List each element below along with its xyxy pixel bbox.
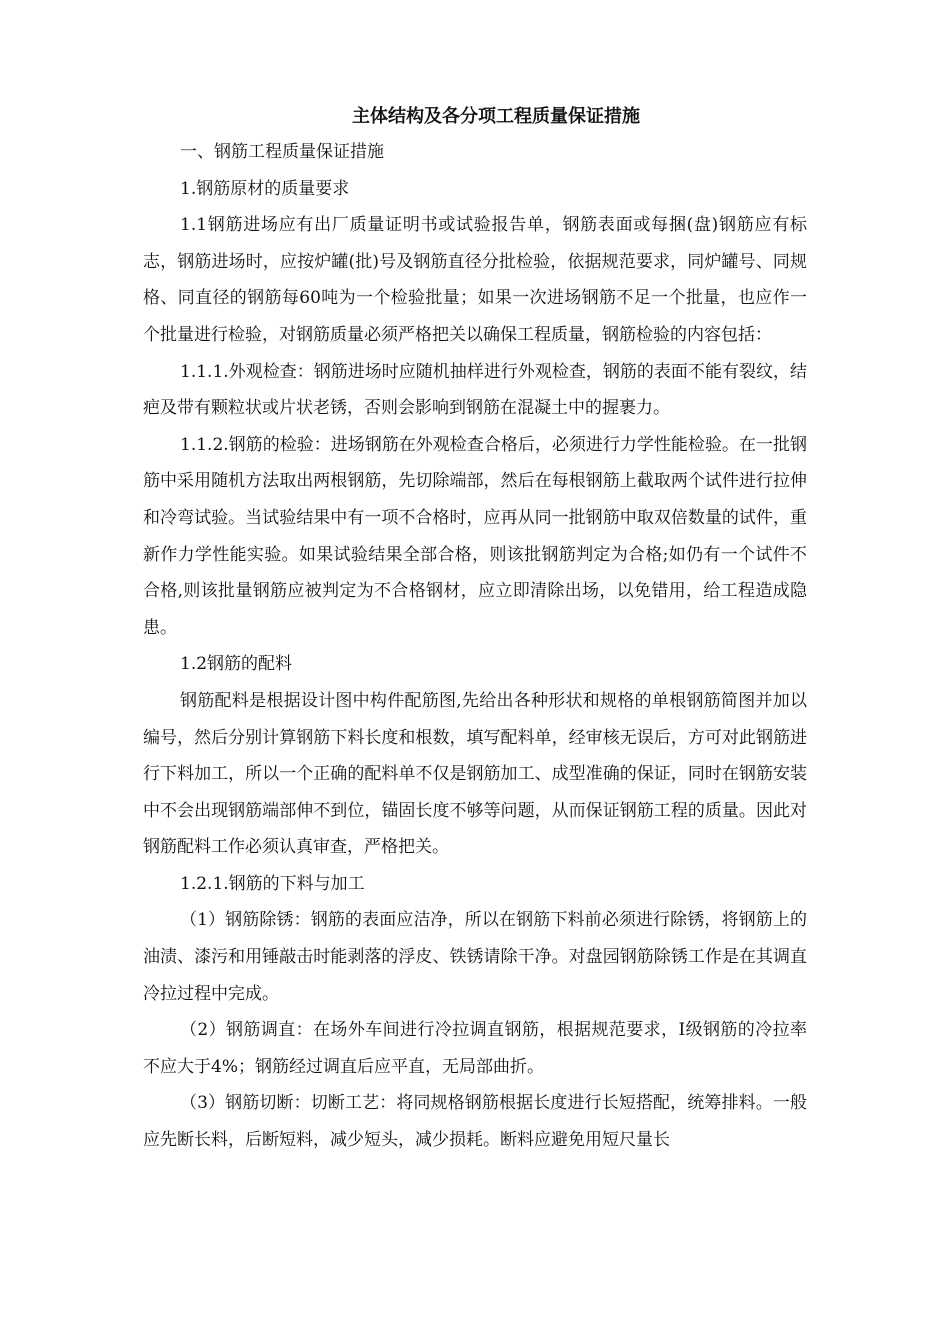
- paragraph-1-1-2: 1.1.2.钢筋的检验：进场钢筋在外观检查合格后，必须进行力学性能检验。在一批钢筋中采用随机方法取出两根钢筋，先切除端部，然后在每根钢筋上截取两个试件进行拉伸和冷弯试验。当试验结果中有一项不合格时，应再从同一批钢筋中取双倍数量的试件，重新作力学性能实验。如果试验结果全部合格，则该批钢筋判定为合格;如仍有一个试件不合格,则该批量钢筋应被判定为不合格钢材，应立即清除出场，以免错用，给工程造成隐患。: [143, 434, 807, 638]
- paragraph-1-1: 1.1钢筋进场应有出厂质量证明书或试验报告单，钢筋表面或每捆(盘)钢筋应有标志，钢筋进场时，应按炉罐(批)号及钢筋直径分批检验，依据规范要求，同炉罐号、同规格、同直径的钢筋每60吨为一个检验批量；如果一次进场钢筋不足一个批量，也应作一个批量进行检验，对钢筋质量必须严格把关以确保工程质量，钢筋检验的内容包括：: [143, 215, 807, 345]
- subheading-raw-material-requirements: 1.钢筋原材的质量要求: [180, 178, 350, 199]
- paragraph-straightening: （2）钢筋调直：在场外车间进行冷拉调直钢筋，根据规范要求，Ⅰ级钢筋的冷拉率不应大于4%；钢筋经过调直后应平直，无局部曲折。: [143, 1020, 807, 1077]
- paragraph-1-1-1: 1.1.1.外观检查：钢筋进场时应随机抽样进行外观检查，钢筋的表面不能有裂纹，结疤及带有颗粒状或片状老锈，否则会影响到钢筋在混凝土中的握裹力。: [143, 361, 807, 419]
- paragraph-derusting: （1）钢筋除锈：钢筋的表面应洁净，所以在钢筋下料前必须进行除锈，将钢筋上的油渍、漆污和用锤敲击时能剥落的浮皮、铁锈请除干净。对盘园钢筋除锈工作是在其调直冷拉过程中完成。: [143, 910, 807, 1004]
- paragraph-cutting: （3）钢筋切断：切断工艺：将同规格钢筋根据长度进行长短搭配，统筹排料。一般应先断长料，后断短料，减少短头，减少损耗。断料应避免用短尺量长: [143, 1093, 807, 1151]
- document-title: 主体结构及各分项工程质量保证措施: [352, 106, 640, 127]
- subheading-1-2: 1.2钢筋的配料: [180, 654, 293, 675]
- section-heading-rebar-quality: 一、钢筋工程质量保证措施: [180, 142, 384, 162]
- document-body: [143, 102, 807, 1159]
- subheading-1-2-1: 1.2.1.钢筋的下料与加工: [180, 873, 365, 894]
- paragraph-rebar-batching: 钢筋配料是根据设计图中构件配筋图,先给出各种形状和规格的单根钢筋简图并加以编号，然后分别计算钢筋下料长度和根数，填写配料单，经审核无误后，方可对此钢筋进行下料加工，所以一个正确的配料单不仅是钢筋加工、成型准确的保证，同时在钢筋安装中不会出现钢筋端部伸不到位，锚固长度不够等问题，从而保证钢筋工程的质量。因此对钢筋配料工作必须认真审查，严格把关。: [143, 690, 807, 858]
